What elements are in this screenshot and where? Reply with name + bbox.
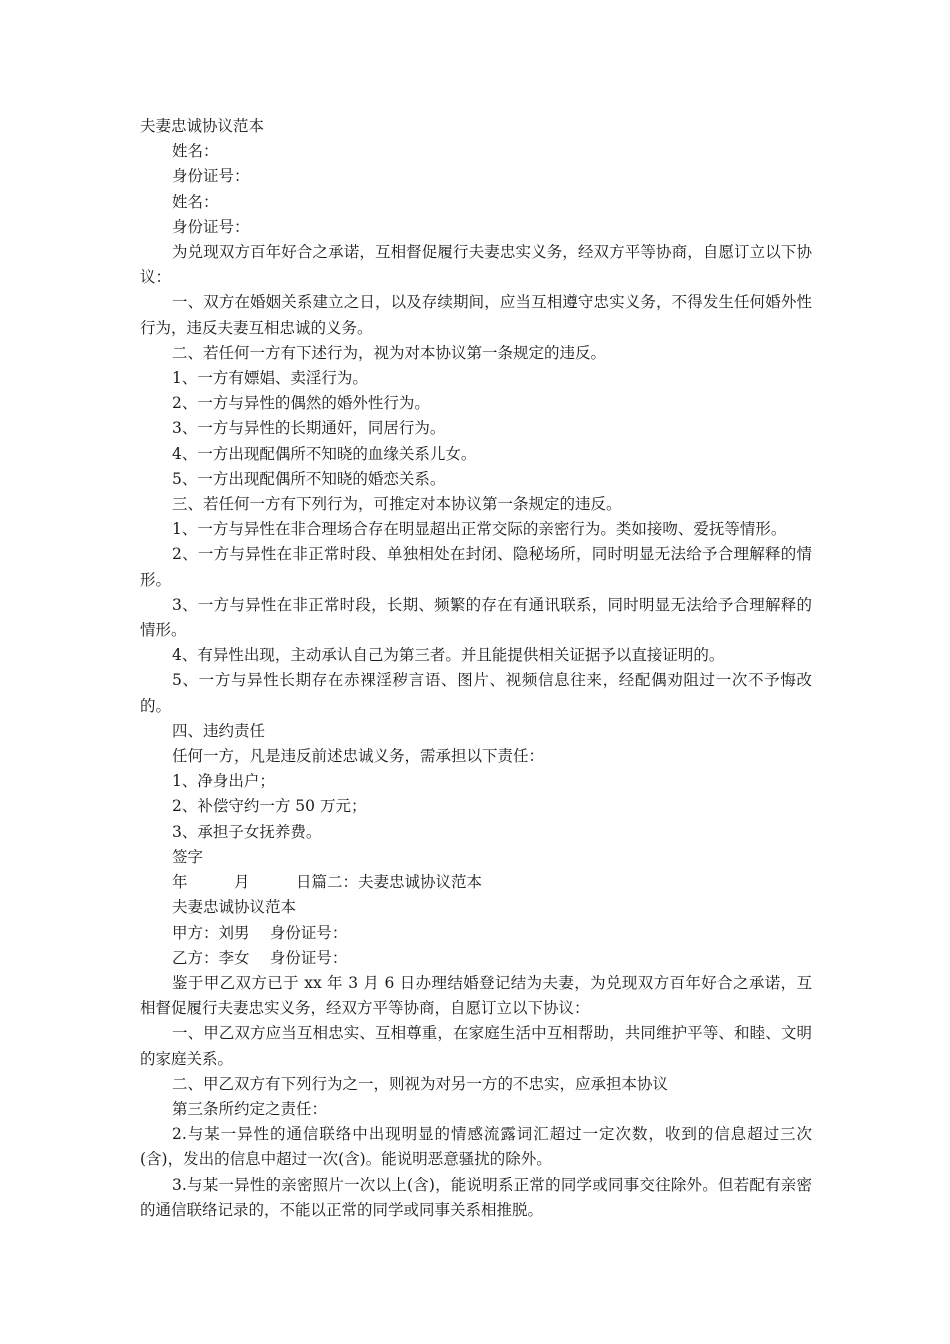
paragraph: 三、若任何一方有下列行为，可推定对本协议第一条规定的违反。	[172, 495, 622, 514]
paragraph: 二、若任何一方有下述行为，视为对本协议第一条规定的违反。	[172, 343, 607, 362]
paragraph: 3、一方与异性在非正常时段，长期、频繁的存在有通讯联系，同时明显无法给予合理解释的情形。	[140, 595, 812, 640]
paragraph: 身份证号：	[172, 167, 250, 186]
paragraph: 一、甲乙双方应当互相忠实、互相尊重，在家庭生活中互相帮助，共同维护平等、和睦、文明的家庭关系。	[140, 1024, 812, 1068]
paragraph: 2.与某一异性的通信联络中出现明显的情感流露词汇超过一定次数，收到的信息超过三次(含)，发出的信息中超过一次(含)。能说明恶意骚扰的除外。	[140, 1125, 812, 1169]
paragraph: 1、净身出户；	[172, 772, 275, 791]
paragraph: 5、一方出现配偶所不知晓的婚恋关系。	[172, 469, 446, 488]
paragraph: 鉴于甲乙双方已于 xx 年 3 月 6 日办理结婚登记结为夫妻，为兑现双方百年好合之承诺，互相督促履行夫妻忠实义务，经双方平等协商，自愿订立以下协议：	[140, 973, 812, 1018]
paragraph: 3.与某一异性的亲密照片一次以上(含)，能说明系正常的同学或同事交往除外。但若配有亲密的通信联络记录的，不能以正常的同学或同事关系相推脱。	[140, 1175, 812, 1219]
paragraph: 乙方：李女 身份证号：	[172, 948, 348, 967]
paragraph: 四、违约责任	[172, 721, 266, 740]
paragraph: 2、一方与异性的偶然的婚外性行为。	[172, 394, 430, 413]
paragraph: 第三条所约定之责任：	[172, 1099, 328, 1118]
paragraph: 姓名：	[172, 192, 219, 211]
paragraph: 甲方：刘男 身份证号：	[172, 923, 348, 942]
paragraph: 签字	[172, 847, 204, 866]
paragraph: 身份证号：	[172, 217, 250, 236]
paragraph: 3、一方与异性的长期通奸，同居行为。	[172, 419, 446, 438]
paragraph: 为兑现双方百年好合之承诺，互相督促履行夫妻忠实义务，经双方平等协商，自愿订立以下协议：	[140, 243, 812, 287]
paragraph: 姓名：	[172, 142, 219, 161]
document-body	[140, 114, 812, 1223]
paragraph: 1、一方有嫖娼、卖淫行为。	[172, 369, 368, 388]
paragraph: 2、补偿守约一方 50 万元；	[172, 797, 367, 816]
paragraph: 任何一方，凡是违反前述忠诚义务，需承担以下责任：	[172, 747, 545, 766]
paragraph: 4、一方出现配偶所不知晓的血缘关系儿女。	[172, 444, 477, 463]
paragraph: 4、有异性出现，主动承认自己为第三者。并且能提供相关证据予以直接证明的。	[172, 646, 725, 665]
paragraph: 3、承担子女抚养费。	[172, 822, 322, 841]
paragraph: 2、一方与异性在非正常时段、单独相处在封闭、隐秘场所，同时明显无法给予合理解释的情形。	[140, 545, 812, 589]
document-title: 夫妻忠诚协议范本	[140, 117, 265, 135]
paragraph: 1、一方与异性在非合理场合存在明显超出正常交际的亲密行为。类如接吻、爱抚等情形。	[172, 520, 787, 539]
paragraph: 二、甲乙双方有下列行为之一，则视为对另一方的不忠实，应承担本协议	[172, 1074, 669, 1093]
paragraph: 夫妻忠诚协议范本	[172, 898, 297, 917]
paragraph: 一、双方在婚姻关系建立之日，以及存续期间，应当互相遵守忠实义务，不得发生任何婚外性行为，违反夫妻互相忠诚的义务。	[140, 293, 812, 337]
paragraph: 5、一方与异性长期存在赤裸淫秽言语、图片、视频信息往来，经配偶劝阻过一次不予悔改的。	[140, 671, 812, 715]
paragraph: 年 月 日篇二：夫妻忠诚协议范本	[172, 873, 483, 892]
